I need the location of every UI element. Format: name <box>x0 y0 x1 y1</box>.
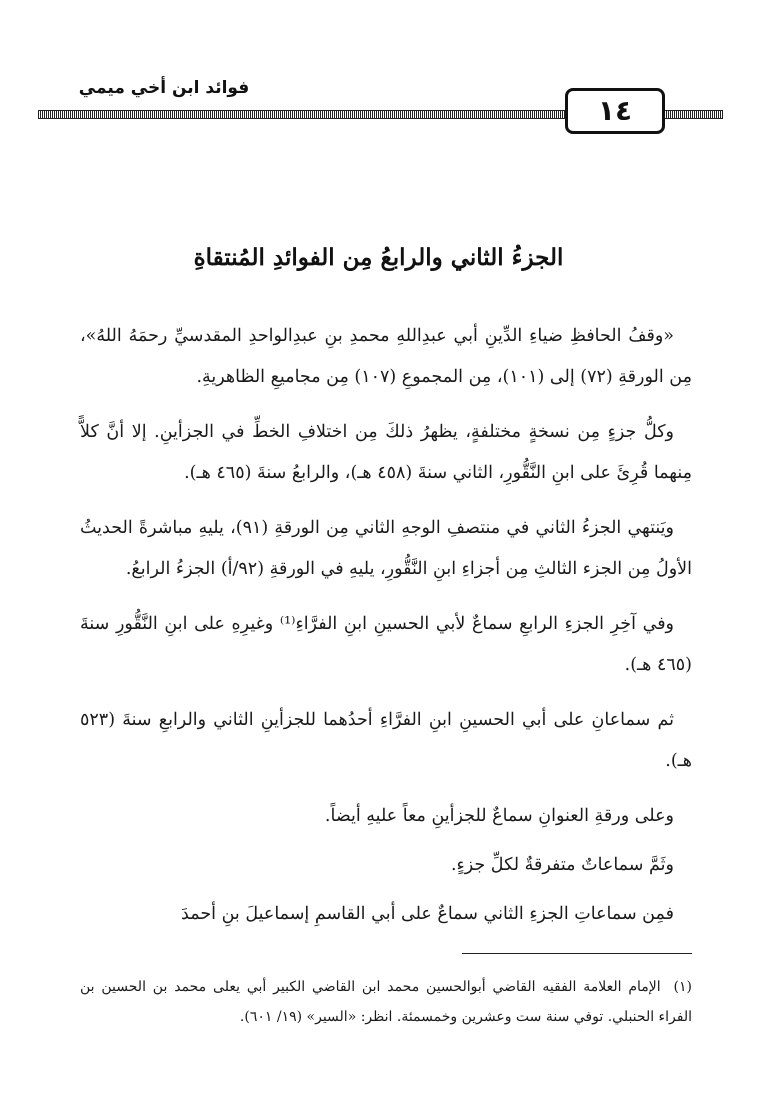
paragraph: ويَنتهي الجزءُ الثاني في منتصفِ الوجهِ الثاني مِن الورقةِ (٩١)، يليهِ مباشرةً الحديثُ الأولُ مِن الجزء الثالثِ مِن أجزاءِ ابنِ النَّقُّورِ، يليهِ في الورقةِ (٩٢/أ) الجزءُ الرابعُ. <box>80 518 692 579</box>
paragraph: ثم سماعانِ على أبي الحسينِ ابنِ الفرَّاءِ أحدُهما للجزأينِ الثاني والرابعِ سنةَ (٥٢٣ هـ). <box>80 710 692 771</box>
body-text <box>80 316 692 943</box>
paragraph: فمِن سماعاتِ الجزءِ الثاني سماعٌ على أبي القاسمِ إسماعيلَ بنِ أحمدَ <box>181 904 674 924</box>
footnote-separator <box>462 953 692 954</box>
footnote-text <box>80 972 692 1032</box>
running-header <box>38 74 723 134</box>
footnote <box>80 972 692 1032</box>
paragraph: وكلُّ جزءٍ مِن نسخةٍ مختلفةٍ، يظهرُ ذلكَ مِن اختلافِ الخطِّ في الجزأينِ. إلا أنَّ كلاًّ مِنهما قُرِئَ على ابنِ النَّقُّورِ، الثاني سنةَ (٤٥٨ هـ)، والرابعُ سنةَ (٤٦٥ هـ). <box>80 422 692 483</box>
paragraph: وثَمَّ سماعاتٌ متفرقةٌ لكلِّ جزءٍ. <box>450 855 674 875</box>
paragraph: وفي آخِرِ الجزءِ الرابعِ سماعٌ لأبي الحسينِ ابنِ الفرَّاءِ⁽¹⁾ وغيرِهِ على ابنِ النَّقُّورِ سنةَ (٤٦٥ هـ). <box>80 614 692 675</box>
footnote-number: (١) <box>673 979 693 995</box>
section-heading: الجزءُ الثاني والرابعُ مِن الفوائدِ المُنتقاةِ <box>193 244 564 271</box>
footnote-body: الإمام العلامة الفقيه القاضي أبوالحسين محمد ابن القاضي الكبير أبي يعلى محمد بن الحسين بن الفراء الحنبلي. توفي سنة ست وعشرين وخمسمئة. انظر: «السير» (١٩/ ٦٠١). <box>80 979 692 1025</box>
paragraph: «وقفُ الحافظِ ضياءِ الدِّينِ أبي عبدِاللهِ محمدِ بنِ عبدِالواحدِ المقدسيِّ رحمَهُ اللهُ»، مِن الورقةِ (٧٢) إلى (١٠١)، مِن المجموعِ (١٠٧) مِن مجاميعِ الظاهريةِ. <box>80 326 692 387</box>
paragraph: وعلى ورقةِ العنوانِ سماعٌ للجزأينِ معاً عليهِ أيضاً. <box>324 806 674 826</box>
page-number: ١٤ <box>565 88 665 134</box>
running-title: فوائد ابن أخي ميمي <box>78 78 250 98</box>
